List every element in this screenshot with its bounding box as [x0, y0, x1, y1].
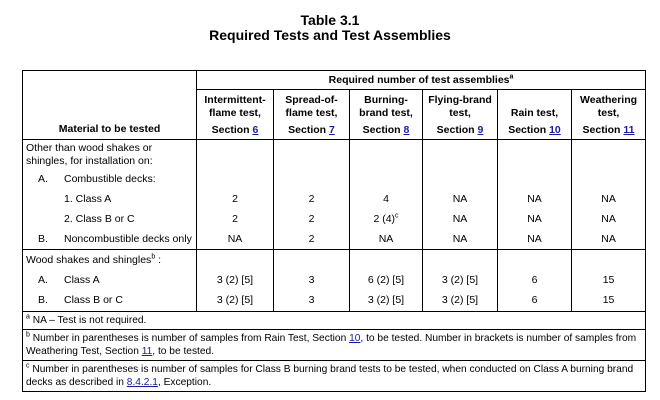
- section-11-link[interactable]: 11: [623, 124, 635, 136]
- section-8-link[interactable]: 8: [403, 124, 410, 136]
- material-header: Material to be tested: [58, 122, 161, 135]
- material-header-cell: [23, 71, 197, 140]
- table-row: Wood shakes and shingles$^b$ : A. Class A B. Class B or C 3 (2) [5] 3 (2) [5] 3 3 6 (2) [5] 3 (2) [5] 3 (2) [5] 3 (2) [5] 6 6 15 15: [23, 250, 646, 312]
- col-header-spread: Spread-of- flame test, Section 7: [274, 90, 350, 140]
- section-10-link[interactable]: 10: [549, 124, 561, 136]
- group1-material-cell: Other than wood shakes or shingles, for installation on: A. Combustible decks: 1. Class A 2. Class B or C B. Noncombustible decks only: [23, 140, 197, 250]
- section-11-ref-link[interactable]: 11: [141, 346, 153, 357]
- note-c-row: [23, 361, 646, 392]
- table-row: Other than wood shakes or shingles, for installation on: A. Combustible decks: 1. Class A 2. Class B or C B. Noncombustible decks only 2 2 NA 2 2 2 4 2 $(4)^c$ NA NA NA NA NA NA NA NA NA NA: [23, 140, 646, 250]
- col-header-flying: Flying-brand test, Section 9: [423, 90, 498, 140]
- col-header-intermittent: Intermittent- flame test, Section 6: [197, 90, 274, 140]
- note-a-row: [23, 312, 646, 330]
- group-header-sup: a: [509, 73, 514, 81]
- required-tests-table: [22, 70, 646, 392]
- group-header: Required number of test assemblies: [328, 73, 510, 86]
- note-b: $^b$ Number in parentheses is number of samples from Rain Test, Section 10, to be tested. Number in brackets is number of samples from Weathering Test, Section 11, to be tested.: [23, 330, 646, 361]
- group-header-row: [23, 71, 646, 90]
- section-10-ref-link[interactable]: 10: [349, 333, 361, 344]
- note-c: $^c$ Number in parentheses is number of samples for Class B burning brand tests to be tested, when conducted on Class A burning brand decks as described in 8.4.2.1, Exception.: [23, 361, 646, 392]
- group-header-cell: [197, 71, 646, 90]
- section-6-link[interactable]: 6: [252, 124, 259, 136]
- group2-material-cell: Wood shakes and shingles$^b$ : A. Class A B. Class B or C: [23, 250, 197, 312]
- col-header-burning: Burning- brand test, Section 8: [350, 90, 423, 140]
- table-title-block: [0, 0, 660, 43]
- table-title: Required Tests and Test Assemblies: [209, 27, 451, 43]
- note-a: $^a$ NA – Test is not required.: [23, 312, 646, 330]
- note-b-row: [23, 330, 646, 361]
- section-9-link[interactable]: 9: [477, 124, 484, 136]
- col-header-rain: Rain test, Section 10: [498, 90, 572, 140]
- table-number: Table 3.1: [300, 12, 360, 28]
- col-header-weathering: Weathering test, Section 11: [572, 90, 646, 140]
- section-7-link[interactable]: 7: [329, 124, 335, 136]
- clause-8-4-2-1-link[interactable]: 8.4.2.1: [126, 377, 158, 388]
